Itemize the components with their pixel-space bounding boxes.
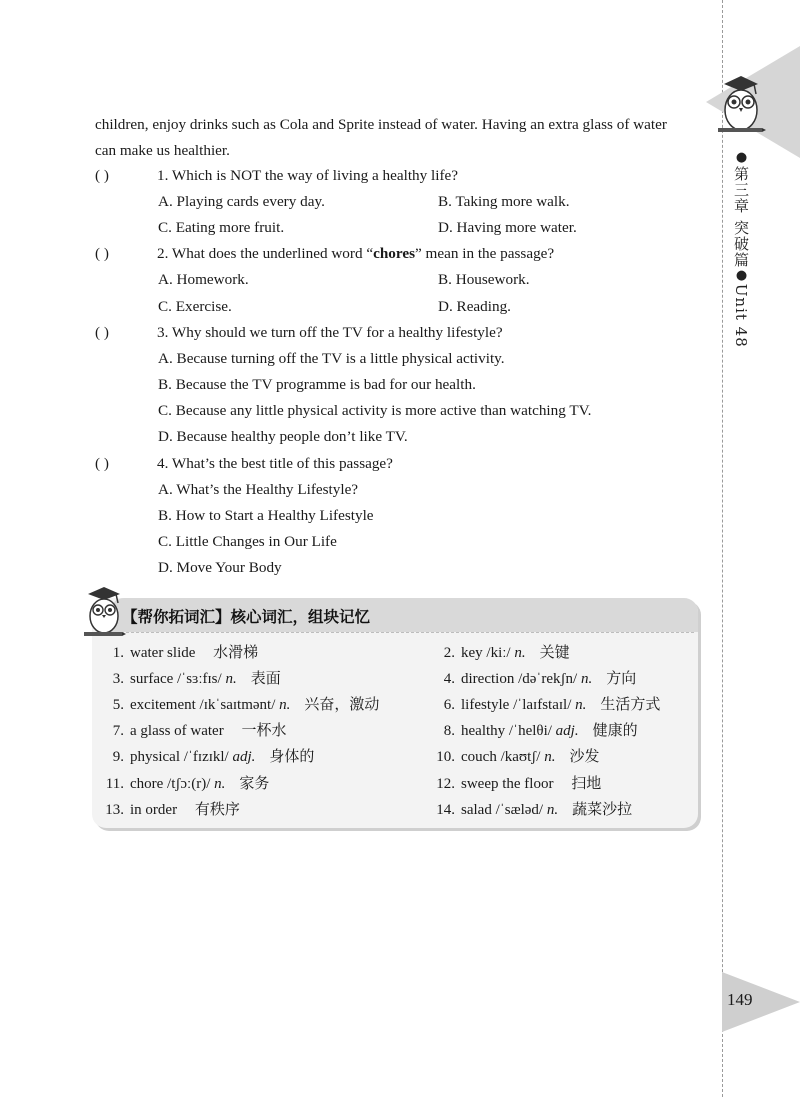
vocab-zh: 身体的 [269,747,315,765]
vocab-item [427,694,660,715]
chapter-side-label [731,150,751,348]
question-stem: 1. Which is NOT the way of living a healthy life? [157,167,459,184]
vocab-pos: n. [514,645,526,661]
vocab-num: 3. [112,671,124,687]
vocab-zh: 方向 [606,669,637,687]
vocab-pos: n. [225,671,237,687]
vocab-zh: 水滑梯 [213,643,259,661]
vocab-divider [96,632,694,633]
vocab-item [96,746,314,767]
vocab-en: chore /tʃɔː(r)/ [130,776,211,792]
vocab-num: 5. [112,697,124,713]
question-stem-after: ” mean in the passage? [415,245,555,262]
vocab-pos: adj. [555,723,579,739]
question-stem: 3. Why should we turn off the TV for a healthy lifestyle? [157,324,503,341]
question-4 [95,454,393,474]
question-2 [95,244,554,264]
vocab-zh: 有秩序 [194,800,240,818]
vocab-zh: 健康的 [592,721,638,739]
option: C. Because any little physical activity is more active than watching TV. [158,402,592,419]
vocab-zh: 蔬菜沙拉 [572,800,633,818]
option: A. Homework. [158,271,249,288]
question-stem: 4. What’s the best title of this passage? [157,455,393,472]
answer-blank[interactable]: ( ) [95,455,109,472]
vocab-item [427,720,638,741]
vocab-title: 【帮你拓词汇】核心词汇，组块记忆 [122,608,371,626]
vocab-zh: 兴奋，激动 [304,695,380,713]
question-1 [95,166,458,186]
option: D. Move Your Body [158,559,282,576]
option: A. What’s the Healthy Lifestyle? [158,481,359,498]
vocab-item [96,642,258,663]
passage-line: children, enjoy drinks such as Cola and Sprite instead of water. Having an extra glass of water [95,116,667,133]
vocab-item [96,694,379,715]
vocab-item [96,720,286,741]
option: D. Because healthy people don’t like TV. [158,428,408,445]
vocab-en: sweep the floor [461,776,554,792]
vocab-pos: n. [575,697,587,713]
vocab-pos: n. [546,802,559,818]
vocab-zh: 一杯水 [241,721,287,739]
vocab-item [96,799,240,820]
vocab-en: a glass of water [130,723,224,739]
vocab-num: 14. [436,802,455,818]
passage-text [95,112,705,164]
vocab-item [427,799,632,820]
option: B. Because the TV programme is bad for our health. [158,376,476,393]
vocab-en: direction /dəˈrekʃn/ [461,671,578,687]
vocab-item [96,668,281,689]
question-stem-before: 2. What does the underlined word “ [157,245,374,262]
bullet-dot-icon: ● [734,150,749,166]
option: A. Because turning off the TV is a little physical activity. [158,350,505,367]
option: C. Exercise. [158,298,232,315]
answer-blank[interactable]: ( ) [95,324,109,341]
vocab-en: in order [130,802,178,818]
vocab-zh: 扫地 [571,774,602,792]
vocab-pos: n. [544,749,556,765]
vocab-num: 2. [443,645,455,661]
vocab-zh: 表面 [250,669,281,687]
owl-mascot-icon [82,584,126,638]
vocab-item [427,746,599,767]
vocab-pos: n. [214,776,226,792]
option: D. Reading. [438,298,511,315]
question-3 [95,323,503,343]
vocab-pos: adj. [232,749,256,765]
option: C. Eating more fruit. [158,219,285,236]
vocab-num: 13. [105,802,124,818]
answer-blank[interactable]: ( ) [95,245,109,262]
vocab-en: couch /kaʊtʃ/ [461,749,541,765]
vocab-num: 1. [112,645,124,661]
option: B. Housework. [438,271,530,288]
vocab-item [427,773,601,794]
vocab-num: 9. [112,749,124,765]
page-number: 149 [727,990,753,1009]
vocab-en: surface /ˈsɜːfɪs/ [130,671,222,687]
vocab-num: 6. [443,697,455,713]
vocab-pos: n. [580,671,593,687]
owl-mascot-icon [716,72,766,134]
unit-label: Unit 48 [732,283,750,348]
vocab-en: physical /ˈfɪzɪkl/ [130,749,229,765]
vocab-zh: 家务 [239,774,270,792]
vocab-en: salad /ˈsæləd/ [461,802,544,818]
question-keyword: chores [373,245,415,262]
option: B. Taking more walk. [438,193,570,210]
vocab-num: 10. [436,749,455,765]
vocab-num: 8. [443,723,455,739]
vocab-num: 12. [436,776,455,792]
vocab-num: 4. [443,671,455,687]
vocab-num: 7. [112,723,124,739]
option: B. How to Start a Healthy Lifestyle [158,507,374,524]
vocab-item [427,668,636,689]
answer-blank[interactable]: ( ) [95,167,109,184]
option: C. Little Changes in Our Life [158,533,337,550]
vocab-en: excitement /ɪkˈsaɪtmənt/ [130,697,276,713]
vocab-en: key /kiː/ [461,645,511,661]
vocab-en: water slide [130,645,196,661]
vocab-pos: n. [279,697,291,713]
margin-dashed-line [722,0,723,1097]
vocab-item [427,642,570,663]
section-label: 突破篇 [732,219,750,268]
vocab-en: lifestyle /ˈlaɪfstaɪl/ [461,697,572,713]
vocab-zh: 沙发 [569,747,600,765]
chapter-label: 第三章 [732,166,750,214]
bullet-dot-icon: ● [734,267,749,284]
vocab-item [96,773,269,794]
option: D. Having more water. [438,219,577,236]
vocab-zh: 关键 [539,643,570,661]
option: A. Playing cards every day. [158,193,325,210]
passage-line: can make us healthier. [95,142,230,159]
vocab-en: healthy /ˈhelθi/ [461,723,552,739]
vocab-num: 11. [105,776,124,792]
vocab-zh: 生活方式 [600,695,661,713]
